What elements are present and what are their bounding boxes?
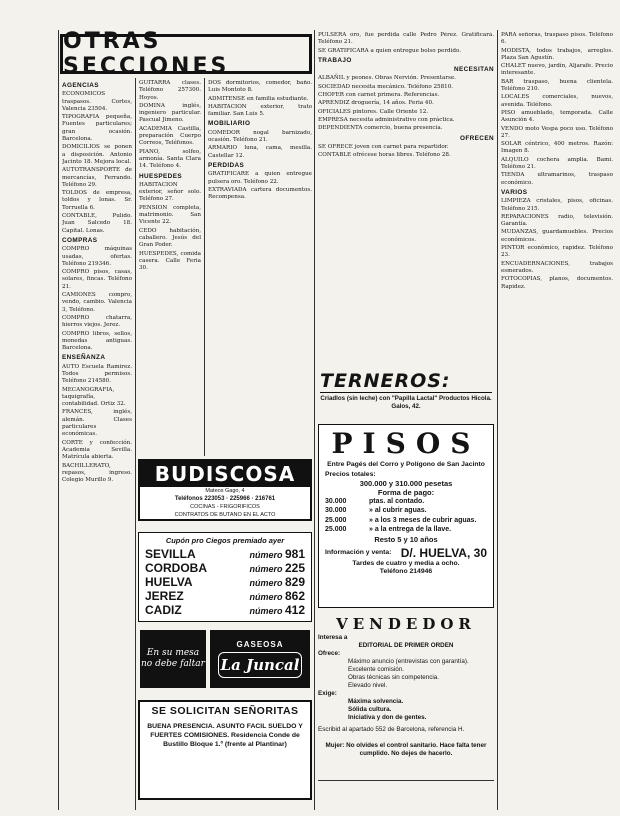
classified-item: SE OFRECE joven con carnet para repartidor.: [318, 143, 449, 150]
classified-item: FOTOCOPIAS, planos, documentos. Rapidez.: [501, 276, 613, 290]
lottery-row: [139, 589, 311, 603]
classified-item: CHALET nuevo, jardín, Aljarafe. Precio interesante.: [501, 63, 613, 77]
section-heading: VARIOS: [501, 188, 528, 196]
page-title: OTRAS SECCIONES: [63, 29, 230, 79]
pisos-payment-text: » a los 3 meses de cubrir aguas.: [369, 516, 477, 524]
classified-item: CONTABLE ofrécese horas libres. Teléfono 28.: [318, 152, 451, 159]
budiscosa-phones: Teléfonos 223053 · 225966 · 216761: [174, 496, 276, 502]
pisos-payment-row: [325, 516, 487, 526]
gaseosa-ad: [140, 630, 310, 688]
pisos-payment-amount: 25.000: [325, 516, 347, 524]
lottery-number: 862: [284, 589, 305, 603]
vendedor-write: Escribid al apartado 552 de Barcelona, referencia H.: [318, 726, 465, 733]
pisos-payment-text: ptas. al contado.: [369, 497, 425, 505]
lottery-number-label: número: [249, 592, 285, 602]
pisos-payment-row: [325, 506, 487, 516]
classified-item: FRANCES, inglés, alemán. Clases particulares económicas.: [62, 409, 132, 438]
classified-item: DEPENDIENTA comercio, buena presencia.: [318, 125, 443, 132]
budiscosa-line2: CONTRATOS DE BUTANO EN EL ACTO: [174, 512, 276, 518]
classified-item: PARA señoras, traspaso pisos. Teléfono 6.: [501, 32, 613, 46]
pisos-title: PISOS: [331, 427, 481, 460]
vendedor-offer: Excelente comisión.: [348, 666, 404, 673]
lottery-number: 412: [284, 603, 305, 617]
lottery-city: CADIZ: [145, 603, 182, 617]
column-4: [318, 32, 494, 368]
senoritas-body: BUENA PRESENCIA. ASUNTO FACIL SUELDO Y FUERTES COMISIONES. Residencia Conde de Bustillo Bloque 1.º (frente al Plantinar): [147, 723, 303, 748]
classified-item: LOCALES comerciales, nuevos, avenida. Teléfono.: [501, 94, 613, 108]
lottery-number: 225: [284, 561, 305, 575]
lottery-row: [139, 561, 311, 575]
classified-item: TOLDOS de empresa, toldos y lonas. Sr. Torruella 6.: [62, 190, 132, 211]
classified-item: ENCUADERNACIONES, trabajos esmerados.: [501, 260, 613, 274]
classified-item: EMPRESA necesita administrativo con práctica.: [318, 116, 455, 123]
lottery-title: Cupón pro Ciegos premiado ayer: [165, 536, 285, 545]
lottery-number-label: número: [249, 606, 285, 616]
gaseosa-brand: La Juncal: [218, 652, 302, 678]
classified-item: HABITACION exterior, señor solo. Teléfono 27.: [139, 181, 201, 203]
gaseosa-label: GASEOSA: [236, 640, 284, 649]
classified-item: PISO amueblado, temporada. Calle Asunción 4.: [501, 109, 613, 124]
section-heading: MOBILIARIO: [208, 120, 251, 128]
vendedor-offer: Elevado nivel.: [348, 682, 388, 689]
lottery-row: [139, 547, 311, 561]
lottery-city: JEREZ: [145, 589, 184, 603]
pisos-phone: Teléfono 214946: [379, 568, 433, 575]
section-subheading: NECESITAN: [453, 66, 494, 74]
vendedor-requirement: Iniciativa y don de gentes.: [348, 714, 427, 721]
classified-item: CONTABLE, Pulido. Juan Salcedo 18. Capital. Lonas.: [62, 213, 132, 234]
classified-item: COMPRO pisos, casas, solares, fincas. Teléfono 21.: [62, 269, 132, 290]
classified-item: VENDO moto Vespa poco uso. Teléfono 27.: [501, 125, 613, 139]
terneros-ad: [320, 370, 492, 420]
column-6: [501, 32, 613, 808]
classified-item: ECONOMICOS traspasos. Cortes, Valencia 23504.: [62, 91, 132, 112]
classified-item: DOMICILIOS se ponen a disposición. Antonio Jacinto 18. Mejora local.: [62, 144, 132, 165]
budiscosa-address: Mateos Gago, 4: [205, 488, 245, 494]
budiscosa-line: COCINAS - FRIGORIFICOS: [190, 504, 260, 510]
vendedor-offers-label: Ofrece:: [318, 650, 341, 657]
section-heading: AGENCIAS: [62, 82, 99, 89]
gaseosa-brand-box: [210, 630, 310, 688]
terneros-body: Criadlos (sin leche) con "Papilla Lactal" Productos Hicola. Galos, 42.: [320, 395, 492, 410]
lottery-number-group: [249, 547, 305, 561]
classified-item: CEDO habitación, caballero. Jesús del Gran Poder.: [139, 227, 201, 249]
vendedor-requirement: Sólida cultura.: [348, 706, 392, 713]
classified-item: PIANO, solfeo, armonía. Santa Clara 14. Teléfono 4.: [139, 148, 201, 170]
lottery-number-label: número: [249, 550, 285, 560]
classified-item: MUDANZAS, guardamuebles. Precios económicos.: [501, 229, 613, 243]
lottery-number: 829: [284, 575, 305, 589]
classified-item: PINTOR económico, rapidez. Teléfono 23.: [501, 245, 613, 259]
budiscosa-ad: [138, 459, 312, 521]
pisos-payment-amount: 30.000: [325, 507, 347, 514]
column-divider-3: [314, 30, 315, 810]
budiscosa-name: BUDISCOSA: [140, 461, 310, 487]
vendedor-line2: EDITORIAL DE PRIMER ORDEN: [358, 642, 454, 649]
classified-item: HUESPEDES, comida casera. Calle Feria 30.: [139, 250, 201, 272]
classified-item: COMEDOR nogal barnizado, ocasión. Teléfono 21.: [208, 129, 312, 144]
vendedor-offer: Máximo anuncio (entrevistas con garantía).: [348, 658, 469, 665]
classified-item: REPARACIONES radio, televisión. Garantía.: [501, 213, 613, 228]
pisos-payment-amount: 25.000: [325, 526, 347, 533]
lottery-number: 981: [284, 547, 305, 561]
section-heading: ENSEÑANZA: [62, 354, 106, 362]
lottery-number-group: [249, 561, 305, 575]
classified-item: APRENDIZ droguería, 14 años. Feria 40.: [318, 100, 434, 107]
classified-item: AUTOTRANSPORTE de mercancías, Ferrando. Teléfono 29.: [62, 167, 132, 188]
pisos-address-row: [325, 546, 487, 560]
terneros-title: TERNEROS:: [320, 370, 492, 393]
classified-item: MODISTA, todos trabajos, arreglos. Plaza San Agustín.: [501, 47, 613, 61]
lottery-city: HUELVA: [145, 575, 193, 589]
pisos-rest: Resto 5 y 10 años: [374, 534, 438, 544]
pisos-payment-label: Forma de pago:: [377, 487, 435, 497]
pisos-payment-amount: 30.000: [325, 497, 347, 505]
vendedor-line1: Interesa a: [318, 634, 348, 641]
vendedor-title: VENDEDOR: [336, 615, 476, 633]
classified-item: AUTO Escuela Ramirez. Todos permisos. Teléfono 214580.: [62, 363, 132, 385]
vendedor-divider: [318, 780, 494, 781]
lottery-city: CORDOBA: [145, 561, 207, 575]
classified-item: TIPOGRAFIA pequeña, Fuentes particulares; gran ocasión. Barcelona.: [62, 114, 132, 143]
classified-item: SOLAR céntrico, 400 metros. Razón: Imagen 8.: [501, 141, 613, 155]
column-3: [208, 80, 312, 456]
section-heading: HUESPEDES: [139, 172, 183, 180]
classified-item: COMPRO libros, sellos, monedas antiguas. Barcelona.: [62, 330, 132, 352]
classified-item: GRATIFICARE a quien entregue pulsera oro. Teléfono 22.: [208, 171, 312, 185]
column-divider-2: [204, 78, 205, 456]
column-divider-4: [497, 30, 498, 810]
vendedor-requires-label: Exige:: [318, 690, 337, 697]
section-heading: TRABAJO: [318, 56, 352, 64]
lottery-number-group: [249, 603, 305, 617]
column-1: [62, 80, 132, 808]
section-subheading: OFRECEN: [459, 134, 494, 142]
classified-item: MECANOGRAFIA, taquigrafía, contabilidad. Ortiz 32.: [62, 386, 126, 408]
pisos-ad: [318, 424, 494, 608]
classified-item: CAMIONES compro, vendo, cambio. Valencia 3, Teléfono.: [62, 292, 132, 313]
pisos-payment-row: [325, 497, 487, 507]
pisos-address: D/. HUELVA, 30: [400, 545, 487, 560]
pisos-payment-row: [325, 525, 487, 535]
classified-item: CORTE y confección. Academia Sevilla. Matrícula abierta.: [62, 439, 132, 461]
lottery-row: [139, 603, 311, 617]
classified-item: EXTRAVIADA cartera documentos. Recompensa.: [208, 186, 312, 201]
classified-item: HABITACION exterior, trato familiar. San Luis 5.: [208, 103, 312, 118]
section-heading: COMPRAS: [62, 236, 98, 244]
pisos-payment-text: » al cubrir aguas.: [369, 507, 427, 514]
pisos-price-label: Precios totales:: [325, 470, 376, 478]
classified-item: ADMITENSE en familia estudiante.: [208, 95, 309, 102]
lottery-number-label: número: [249, 564, 285, 574]
gaseosa-slogan: En su mesa no debe faltar: [140, 630, 206, 688]
classified-item: PENSION completa, matrimonio. San Vicente 22.: [139, 204, 201, 226]
pisos-subtitle: Entre Pagés del Corro y Polígono de San Jacinto: [327, 461, 485, 468]
vendedor-note: Mujer: No olvides el control sanitario. Hace falta tener cumplido. No dejes de hacerlo.: [325, 742, 487, 757]
classified-item: GUITARRA clases. Teléfono 257300. Hoyos.: [139, 80, 201, 101]
section-title-box: [60, 29, 312, 79]
classified-item: ARMARIO luna, cama, mesilla. Castellar 12.: [208, 145, 312, 159]
classified-item: COMPRO máquinas usadas, ofertas. Teléfono 219346.: [62, 246, 132, 267]
vendedor-ad: [318, 614, 494, 810]
pisos-info-label: Información y venta:: [325, 549, 392, 556]
column-divider-1: [135, 78, 136, 810]
classified-item: LIMPIEZA cristales, pisos, oficinas. Teléfono 215.: [501, 198, 613, 212]
classified-item: BACHILLERATO, repasos, ingreso. Colegio Murillo 9.: [62, 462, 132, 484]
classified-item: DOS dormitorios, comedor, baño. Luis Montoto 8.: [208, 80, 312, 94]
senoritas-title: SE SOLICITAN SEÑORITAS: [151, 705, 299, 717]
vendedor-offer: Obras técnicas sin competencia.: [348, 674, 439, 681]
section-heading: PERDIDAS: [208, 161, 245, 169]
pisos-hours: Tardes de cuatro y media a ocho.: [352, 559, 460, 567]
senoritas-ad: [138, 700, 312, 800]
lottery-results-box: [138, 532, 312, 622]
classified-item: SE GRATIFICARA a quien entregue bolso perdido.: [318, 47, 461, 54]
pisos-price-value: 300.000 y 310.000 pesetas: [359, 478, 453, 488]
classified-item: TIENDA ultramarinos, traspaso económico.: [501, 172, 613, 186]
vendedor-requirement: Máxima solvencia.: [348, 698, 404, 705]
classified-item: DOMINA inglés, ingeniero particular. Pascual Jimeno.: [139, 102, 201, 124]
classified-item: PULSERA oro, fue perdida calle Pedro Pérez. Gratificará. Teléfono 21.: [318, 32, 494, 46]
frame-line-left: [58, 30, 59, 810]
classified-item: BAR traspaso, buena clientela. Teléfono 210.: [501, 78, 613, 93]
classified-item: SOCIEDAD necesita mecánico. Teléfono 25810.: [318, 83, 454, 90]
lottery-number-group: [249, 589, 305, 603]
lottery-city: SEVILLA: [145, 547, 196, 561]
classified-item: ALQUILO cochera amplia. Bami. Teléfono 21.: [501, 156, 613, 171]
lottery-row: [139, 575, 311, 589]
classified-item: CHOFER con carnet primera. Referencias.: [318, 92, 440, 99]
lottery-number-label: número: [249, 578, 285, 588]
classified-item: ACADEMIA Castilla, preparación Cuerpo Correos, Teléfonos.: [139, 125, 201, 147]
classified-item: COMPRO chatarra, hierros viejos. Jerez.: [62, 314, 132, 329]
classified-item: ALBAÑIL y peones. Obras Nervión. Presentarse.: [318, 75, 456, 82]
column-2: [139, 80, 201, 456]
pisos-payment-text: » a la entrega de la llave.: [369, 526, 452, 533]
classified-item: OFICIALES pintores. Calle Oriente 12.: [318, 108, 429, 115]
lottery-number-group: [249, 575, 305, 589]
